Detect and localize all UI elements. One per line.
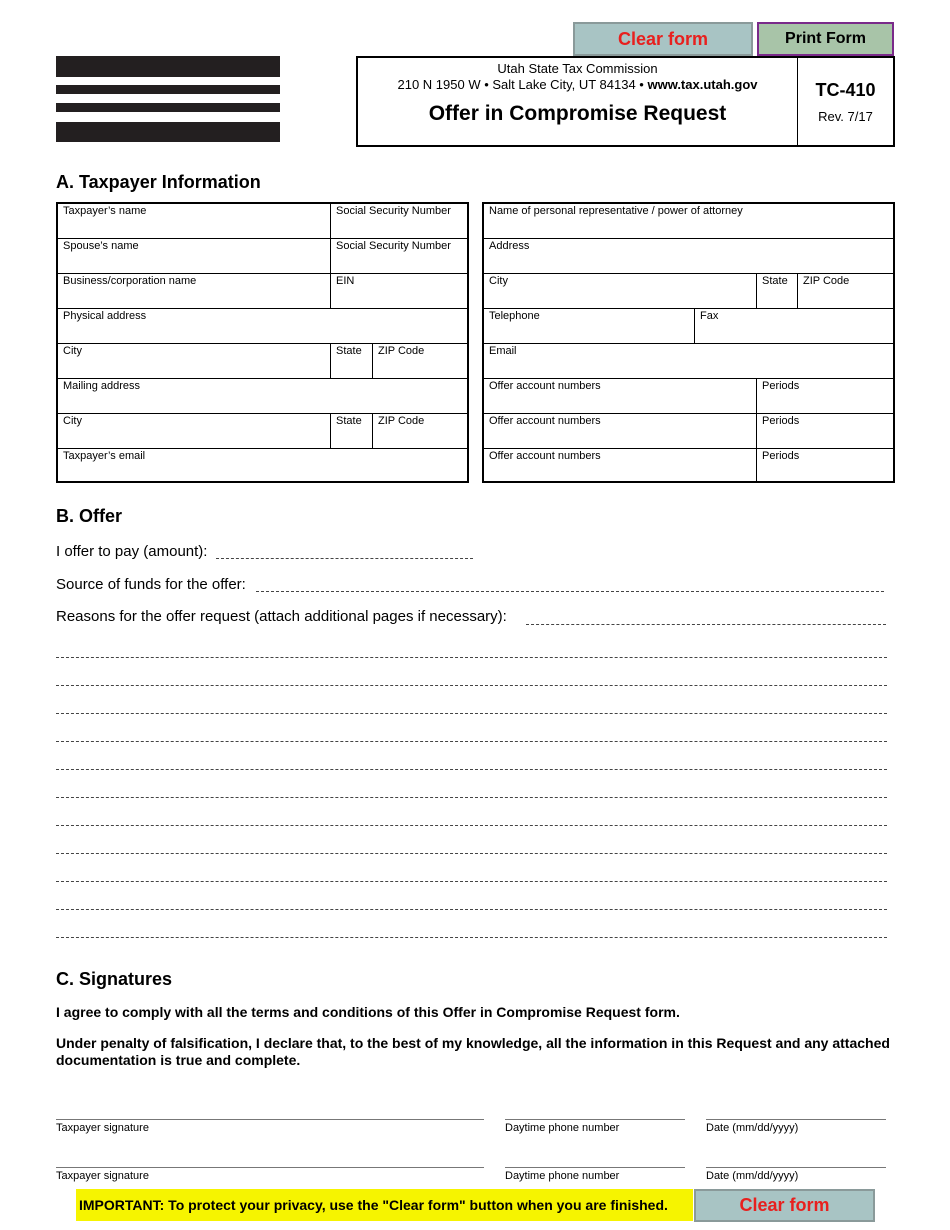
form-number: TC-410 xyxy=(815,80,876,100)
physical-zip-field[interactable]: ZIP Code xyxy=(372,344,467,378)
reasons-line[interactable] xyxy=(526,624,886,625)
agreement-statement: I agree to comply with all the terms and conditions of this Offer in Compromise Request form. xyxy=(56,1004,680,1020)
source-of-funds-line[interactable] xyxy=(256,591,884,592)
ssn-field-1[interactable]: Social Security Number xyxy=(330,204,467,238)
source-of-funds-label: Source of funds for the offer: xyxy=(56,576,246,593)
offer-account-numbers-field-3[interactable]: Offer account numbers xyxy=(489,450,601,462)
taxpayer-signature-label: Taxpayer signature xyxy=(56,1170,149,1182)
mailing-state-field[interactable]: State xyxy=(330,414,372,448)
date-label: Date (mm/dd/yyyy) xyxy=(706,1122,799,1134)
reasons-continuation-line[interactable] xyxy=(56,797,887,798)
daytime-phone-line-1[interactable] xyxy=(505,1119,685,1120)
ssn-field-2[interactable]: Social Security Number xyxy=(330,239,467,273)
date-label: Date (mm/dd/yyyy) xyxy=(706,1170,799,1182)
section-b-heading: B. Offer xyxy=(56,506,123,526)
representative-state-field[interactable]: State xyxy=(756,274,797,308)
daytime-phone-label: Daytime phone number xyxy=(505,1170,620,1182)
representative-city-field[interactable]: City xyxy=(489,275,508,287)
clear-form-button-bottom[interactable]: Clear form xyxy=(694,1189,875,1222)
reasons-continuation-line[interactable] xyxy=(56,909,887,910)
mailing-city-field[interactable]: City xyxy=(63,415,82,427)
telephone-field[interactable]: Telephone xyxy=(489,310,540,322)
periods-field-1[interactable]: Periods xyxy=(756,379,893,413)
periods-field-2[interactable]: Periods xyxy=(756,414,893,448)
representative-email-field[interactable]: Email xyxy=(489,345,517,357)
offer-account-numbers-field-2[interactable]: Offer account numbers xyxy=(489,415,601,427)
taxpayer-signature-label: Taxpayer signature xyxy=(56,1122,149,1134)
form-header xyxy=(356,56,895,147)
agency-name: Utah State Tax Commission xyxy=(497,61,658,76)
privacy-notice: IMPORTANT: To protect your privacy, use the "Clear form" button when you are finished. xyxy=(76,1189,693,1221)
representative-address-field[interactable]: Address xyxy=(489,240,530,252)
taxpayer-info-table xyxy=(56,202,469,483)
offer-amount-line[interactable] xyxy=(216,558,473,559)
reasons-continuation-line[interactable] xyxy=(56,685,887,686)
fax-field[interactable]: Fax xyxy=(694,309,893,343)
physical-address-field[interactable]: Physical address xyxy=(63,310,147,322)
business-name-field[interactable]: Business/corporation name xyxy=(63,275,197,287)
representative-name-field[interactable]: Name of personal representative / power of attorney xyxy=(489,205,743,217)
representative-info-table xyxy=(482,202,895,483)
taxpayer-signature-line-2[interactable] xyxy=(56,1167,484,1168)
reasons-continuation-line[interactable] xyxy=(56,825,887,826)
print-form-button[interactable]: Print Form xyxy=(757,22,894,56)
daytime-phone-line-2[interactable] xyxy=(505,1167,685,1168)
reasons-continuation-line[interactable] xyxy=(56,769,887,770)
spouse-name-field[interactable]: Spouse’s name xyxy=(63,240,139,252)
section-c-heading: C. Signatures xyxy=(56,969,173,989)
agency-website: www.tax.utah.gov xyxy=(647,77,758,92)
form-revision: Rev. 7/17 xyxy=(818,109,873,124)
reasons-continuation-line[interactable] xyxy=(56,713,887,714)
tax-commission-logo xyxy=(56,56,280,144)
daytime-phone-label: Daytime phone number xyxy=(505,1122,620,1134)
taxpayer-signature-line-1[interactable] xyxy=(56,1119,484,1120)
offer-amount-label: I offer to pay (amount): xyxy=(56,543,208,560)
form-title: Offer in Compromise Request xyxy=(428,102,727,125)
agency-address: 210 N 1950 W • Salt Lake City, UT 84134 • www.tax.utah.gov xyxy=(397,77,758,92)
mailing-zip-field[interactable]: ZIP Code xyxy=(372,414,467,448)
date-line-1[interactable] xyxy=(706,1119,886,1120)
taxpayer-email-field[interactable]: Taxpayer’s email xyxy=(63,450,146,462)
reasons-label: Reasons for the offer request (attach additional pages if necessary): xyxy=(56,608,507,625)
clear-form-button[interactable]: Clear form xyxy=(573,22,753,56)
reasons-continuation-line[interactable] xyxy=(56,853,887,854)
reasons-continuation-line[interactable] xyxy=(56,741,887,742)
section-a-heading: A. Taxpayer Information xyxy=(56,172,261,192)
physical-city-field[interactable]: City xyxy=(63,345,82,357)
physical-state-field[interactable]: State xyxy=(330,344,372,378)
offer-account-numbers-field-1[interactable]: Offer account numbers xyxy=(489,380,601,392)
reasons-continuation-line[interactable] xyxy=(56,657,887,658)
date-line-2[interactable] xyxy=(706,1167,886,1168)
mailing-address-field[interactable]: Mailing address xyxy=(63,380,141,392)
periods-field-3[interactable]: Periods xyxy=(756,449,893,481)
reasons-continuation-line[interactable] xyxy=(56,937,887,938)
penalty-statement: Under penalty of falsification, I declare that, to the best of my knowledge, all the information in this Request and any attached documentation is true and complete. xyxy=(56,1035,890,1068)
ein-field[interactable]: EIN xyxy=(330,274,467,308)
taxpayer-name-field[interactable]: Taxpayer’s name xyxy=(63,205,147,217)
reasons-continuation-line[interactable] xyxy=(56,881,887,882)
representative-zip-field[interactable]: ZIP Code xyxy=(797,274,893,308)
